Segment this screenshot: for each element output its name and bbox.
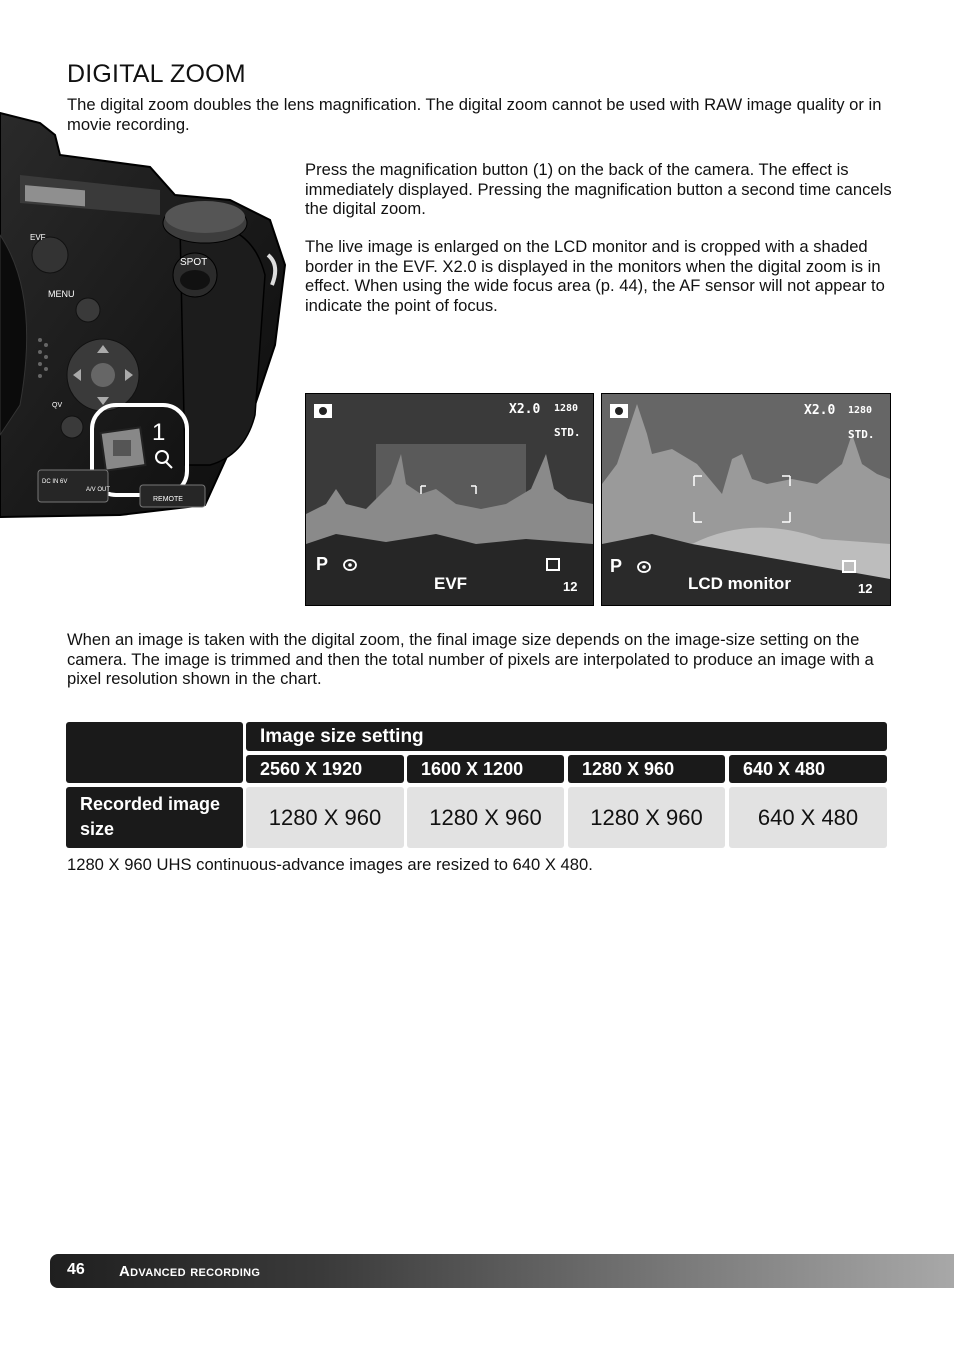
page-number: 46 — [67, 1261, 85, 1278]
qv-label: QV — [52, 402, 63, 409]
table-corner-cell — [66, 722, 243, 783]
lcd-frame-count: 12 — [858, 581, 873, 596]
page-title: DIGITAL ZOOM — [67, 60, 246, 88]
remote-label: REMOTE — [153, 496, 183, 503]
press-paragraph: Press the magnification button (1) on the back of the camera. The effect is immediately displayed. Pressing the magnification button a second time cancels the digital zoom. — [305, 160, 892, 218]
evf-mode-indicator: P — [316, 554, 329, 574]
table-column-header: 1600 X 1200 — [407, 755, 564, 783]
table-cell: 1280 X 960 — [407, 787, 564, 848]
table-cell: 1280 X 960 — [568, 787, 725, 848]
table-cell: 640 X 480 — [729, 787, 887, 848]
evf-frame-count: 12 — [563, 579, 578, 594]
button-callout-number: 1 — [152, 419, 166, 446]
lcd-quality-indicator: STD. — [848, 428, 875, 441]
camera-illustration — [0, 105, 300, 525]
table-row-header-recorded-size: Recorded image size — [66, 787, 243, 848]
uhs-note: 1280 X 960 UHS continuous-advance images are resized to 640 X 480. — [67, 855, 593, 874]
section-title: Advanced recording — [119, 1263, 261, 1280]
spot-label: SPOT — [180, 257, 208, 268]
table-cell: 1280 X 960 — [246, 787, 404, 848]
lcd-size-indicator: 1280 — [848, 405, 873, 416]
dc-in-label: DC IN 6V — [42, 479, 68, 485]
intro-paragraph: The digital zoom doubles the lens magnification. The digital zoom cannot be used with RAW image quality or in movie recording. — [67, 95, 882, 134]
lcd-mode-indicator: P — [610, 556, 623, 576]
lcd-zoom-indicator: X2.0 — [804, 403, 836, 418]
lcd-monitor-label: LCD monitor — [688, 574, 791, 593]
evf-label: EVF — [434, 574, 468, 593]
table-header-image-size-setting: Image size setting — [246, 722, 887, 751]
lcd-monitor-screen — [601, 393, 891, 606]
final-size-paragraph: When an image is taken with the digital zoom, the final image size depends on the image-size setting on the camera. The image is trimmed and then the total number of pixels are interpolated to produce an image with a pixel resolution shown in the chart. — [67, 630, 874, 688]
evf-size-indicator: 1280 — [554, 403, 579, 414]
live-image-paragraph: The live image is enlarged on the LCD monitor and is cropped with a shaded border in the EVF. X2.0 is displayed in the monitors when the digital zoom is in effect. When using the wide focus area (p. 44), the AF sensor will not appear to indicate the point of focus. — [305, 237, 885, 315]
evf-camera-label: EVF — [30, 233, 46, 242]
evf-zoom-indicator: X2.0 — [509, 402, 541, 417]
evf-quality-indicator: STD. — [554, 426, 581, 439]
table-column-header: 1280 X 960 — [568, 755, 725, 783]
table-column-header: 640 X 480 — [729, 755, 887, 783]
table-column-header: 2560 X 1920 — [246, 755, 404, 783]
menu-label: MENU — [48, 289, 75, 299]
evf-screen — [305, 393, 594, 606]
av-out-label: A/V OUT — [86, 487, 111, 493]
